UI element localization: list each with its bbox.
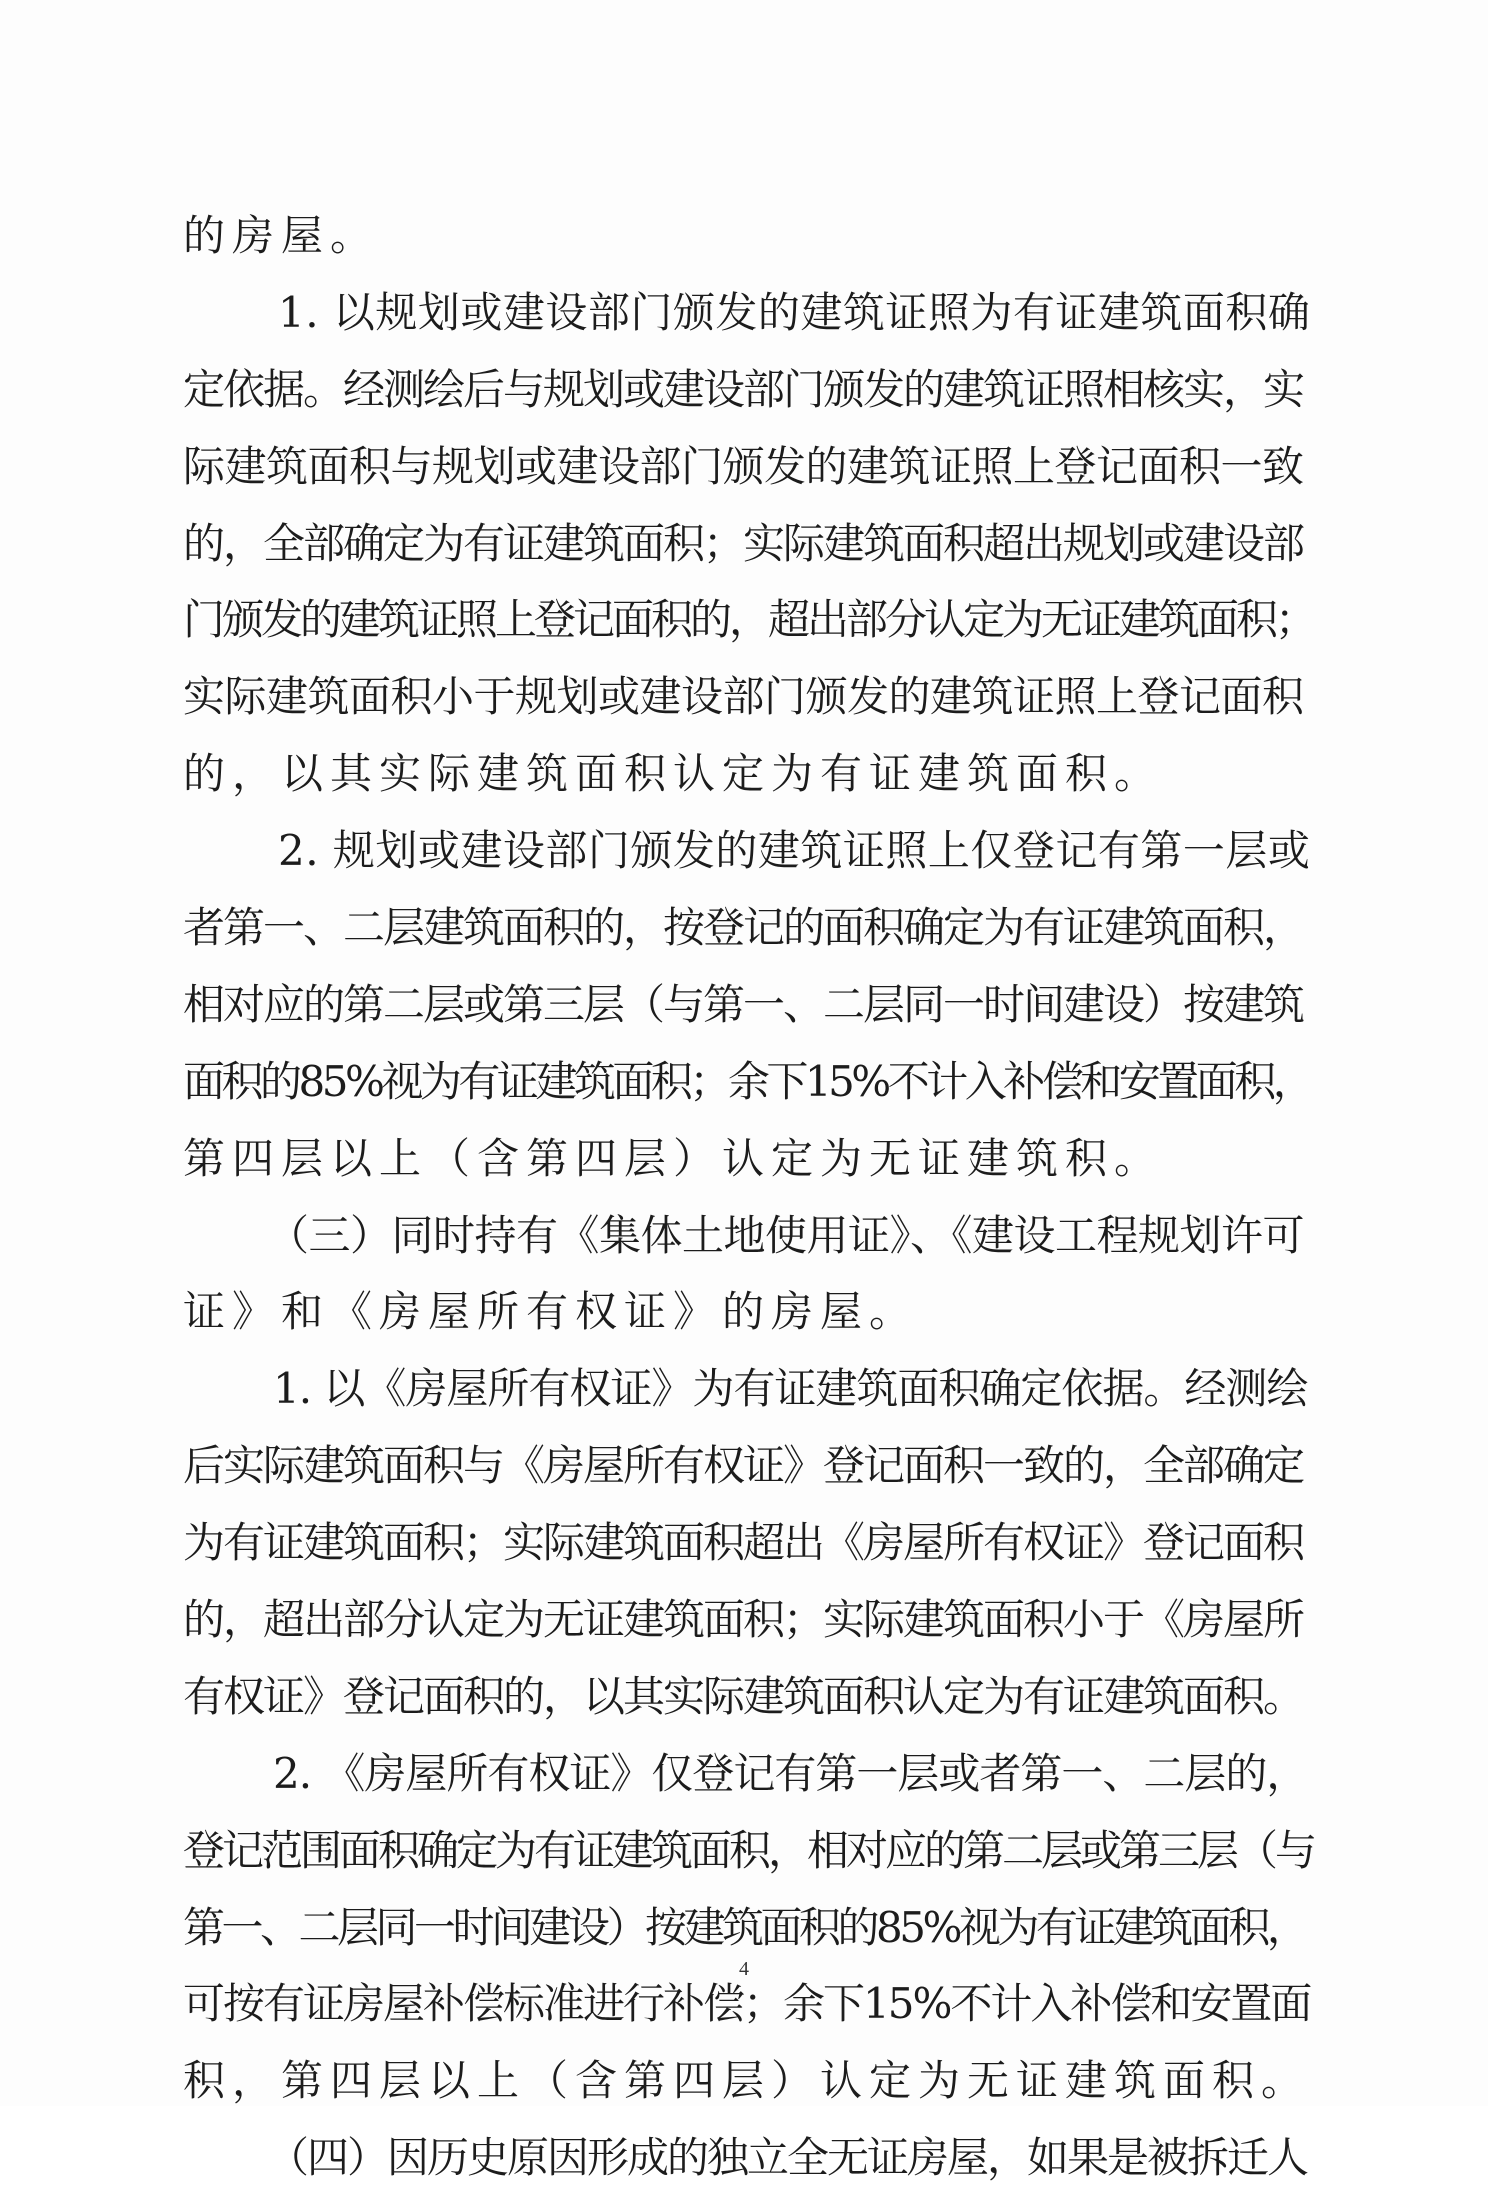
text-line: 第一、二层同一时间建设）按建筑面积的85%视为有证建筑面积，	[183, 1902, 1306, 1952]
text-line: 1. 以《房屋所有权证》为有证建筑面积确定依据。经测绘	[273, 1364, 1308, 1414]
text-line: 2. 《房屋所有权证》仅登记有第一层或者第一、二层的，	[273, 1748, 1308, 1798]
text-line: 积，第四层以上（含第四层）认定为无证建筑面积。	[183, 2056, 1311, 2106]
page-number: 4	[739, 1958, 749, 1980]
text-line: 为有证建筑面积；实际建筑面积超出《房屋所有权证》登记面积	[183, 1518, 1304, 1568]
text-line: 门颁发的建筑证照上登记面积的，超出部分认定为无证建筑面积；	[183, 595, 1315, 645]
text-line: 相对应的第二层或第三层（与第一、二层同一时间建设）按建筑	[183, 979, 1304, 1029]
text-line: 登记范围面积确定为有证建筑面积，相对应的第二层或第三层（与	[183, 1825, 1315, 1875]
text-line: 面积的85%视为有证建筑面积；余下15%不计入补偿和安置面积，	[183, 1056, 1312, 1106]
text-line: （三）同时持有《集体土地使用证》、《建设工程规划许可	[267, 1210, 1305, 1260]
text-line: 实际建筑面积小于规划或建设部门颁发的建筑证照上登记面积	[183, 672, 1304, 722]
text-line: （四）因历史原因形成的独立全无证房屋，如果是被拆迁人	[267, 2133, 1308, 2183]
text-line: 的，超出部分认定为无证建筑面积；实际建筑面积小于《房屋所	[183, 1595, 1304, 1645]
text-line: 者第一、二层建筑面积的，按登记的面积确定为有证建筑面积，	[183, 903, 1304, 953]
text-line: 证》和《房屋所有权证》的房屋。	[183, 1287, 919, 1337]
text-line: 定依据。经测绘后与规划或建设部门颁发的建筑证照相核实，实	[183, 364, 1304, 414]
text-line: 1. 以规划或建设部门颁发的建筑证照为有证建筑面积确	[278, 287, 1311, 337]
text-line: 2. 规划或建设部门颁发的建筑证照上仅登记有第一层或	[278, 826, 1311, 876]
text-line: 的房屋。	[183, 211, 380, 260]
text-line: 第四层以上（含第四层）认定为无证建筑积。	[183, 1133, 1164, 1183]
text-line: 的，全部确定为有证建筑面积；实际建筑面积超出规划或建设部	[183, 518, 1304, 568]
text-line: 的，以其实际建筑面积认定为有证建筑面积。	[183, 749, 1164, 799]
text-line: 可按有证房屋补偿标准进行补偿；余下15%不计入补偿和安置面	[183, 1979, 1311, 2029]
text-line: 际建筑面积与规划或建设部门颁发的建筑证照上登记面积一致	[183, 441, 1304, 491]
body-text	[183, 198, 1315, 2197]
text-line: 有权证》登记面积的，以其实际建筑面积认定为有证建筑面积。	[183, 1671, 1304, 1721]
text-line: 后实际建筑面积与《房屋所有权证》登记面积一致的，全部确定	[183, 1441, 1304, 1491]
